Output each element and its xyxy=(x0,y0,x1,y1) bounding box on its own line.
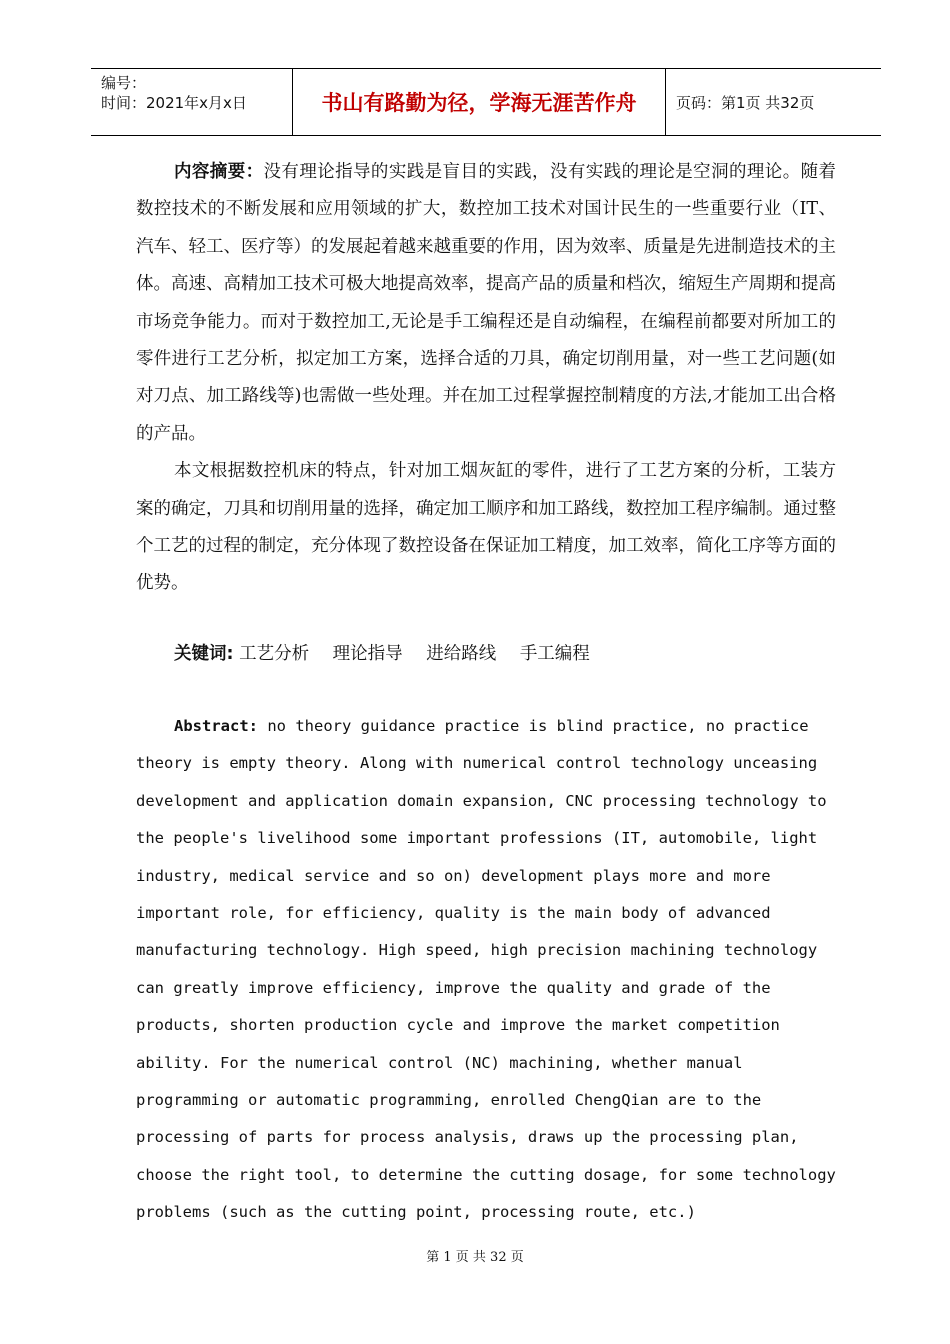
keyword-item: 工艺分析 xyxy=(239,644,310,664)
abstract-paragraph xyxy=(136,708,841,1232)
summary-paragraph-1 xyxy=(136,154,836,453)
keywords-label: 关键词: xyxy=(174,644,234,664)
page-footer: 第 1 页 共 32 页 xyxy=(426,1250,524,1265)
summary-section xyxy=(136,154,836,603)
keyword-item: 理论指导 xyxy=(332,644,403,664)
abstract-text: no theory guidance practice is blind practice, no practice theory is empty theory. Along with numerical control technology unceasing development and application domain expansion, CNC processing technology to the people's livelihood some important professions (IT, automobile, light industry, medical service and so on) development plays more and more important role, for efficiency, quality is the main body of advanced manufacturing technology. High speed, high precision machining technology can greatly improve efficiency, improve the quality and grade of the products, shorten production cycle and improve the market competition ability. For the numerical control (NC) machining, whether manual programming or automatic programming, enrolled ChengQian are to the processing of parts for process analysis, draws up the processing plan, choose the right tool, to determine the cutting dosage, for some technology problems (such as the cutting point, processing route, etc.) xyxy=(136,717,836,1222)
time-label: 时间：2021年x月x日 xyxy=(101,94,247,112)
summary-label: 内容摘要： xyxy=(174,162,264,182)
header-motto: 书山有路勤为径，学海无涯苦作舟 xyxy=(293,69,666,135)
keywords-line xyxy=(174,638,608,670)
header-page-info: 页码：第1页 共32页 xyxy=(676,93,815,112)
abstract-label: Abstract: xyxy=(174,717,258,735)
number-label: 编号： xyxy=(101,74,147,92)
keyword-item: 手工编程 xyxy=(519,644,590,664)
summary-paragraph-2: 本文根据数控机床的特点，针对加工烟灰缸的零件，进行了工艺方案的分析，工装方案的确定，刀具和切削用量的选择，确定加工顺序和加工路线，数控加工程序编制。通过整个工艺的过程的制定，充分体现了数控设备在保证加工精度，加工效率，简化工序等方面的优势。 xyxy=(136,461,836,594)
summary-text-1: 没有理论指导的实践是盲目的实践，没有实践的理论是空洞的理论。随着数控技术的不断发展和应用领域的扩大，数控加工技术对国计民生的一些重要行业（IT、汽车、轻工、医疗等）的发展起着越来越重要的作用，因为效率、质量是先进制造技术的主体。高速、高精加工技术可极大地提高效率，提高产品的质量和档次，缩短生产周期和提高市场竞争能力。而对于数控加工,无论是手工编程还是自动编程，在编程前都要对所加工的零件进行工艺分析，拟定加工方案，选择合适的刀具，确定切削用量，对一些工艺问题(如对刀点、加工路线等)也需做一些处理。并在加工过程掌握控制精度的方法,才能加工出合格的产品。 xyxy=(136,162,836,444)
page-header xyxy=(91,68,881,136)
abstract-section xyxy=(136,708,841,1232)
keyword-item: 进给路线 xyxy=(426,644,497,664)
header-meta xyxy=(91,69,293,135)
